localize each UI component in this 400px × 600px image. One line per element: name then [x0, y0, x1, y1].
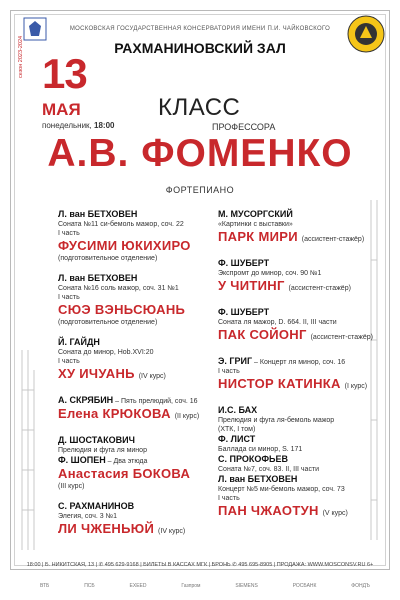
work: «Картинки с выставки»	[218, 221, 293, 228]
performer-note: (ассистент-стажёр)	[301, 236, 365, 243]
performer-dept: (подготовительное отделение)	[58, 255, 158, 262]
performer-dept: (подготовительное отделение)	[58, 319, 158, 326]
work: Прелюдия и фуга ля-бемоль мажор	[218, 417, 335, 424]
performer: ПАК СОЙОНГ	[218, 327, 307, 342]
composer: С. РАХМАНИНОВ	[58, 501, 135, 511]
composer: А. СКРЯБИН	[58, 395, 114, 405]
performer-line	[218, 229, 378, 248]
composer-extra: – Концерт ля минор, соч. 16	[252, 359, 346, 366]
work-detail: I часть	[58, 230, 80, 237]
work: Прелюдия и фуга ля минор	[58, 447, 147, 454]
performer: Елена КРЮКОВА	[58, 406, 171, 421]
performer: НИСТОР КАТИНКА	[218, 376, 341, 391]
performer-note: (ассистент-стажёр)	[288, 285, 351, 292]
performer-line	[218, 327, 378, 346]
composer-line	[58, 395, 208, 406]
program-item	[218, 356, 378, 395]
performer: У ЧИТИНГ	[218, 278, 285, 293]
performer-note: (IV курс)	[138, 373, 166, 380]
program-item	[218, 209, 378, 248]
season-label: сезон 2023-2024	[18, 35, 24, 78]
work: Экспромт до минор, соч. 90 №1	[218, 270, 322, 277]
performer-line	[58, 366, 208, 385]
sponsor-logo: EXEED	[129, 583, 147, 589]
composer-line	[58, 455, 208, 466]
performer: ХУ ИЧУАНЬ	[58, 366, 135, 381]
performer: ПАН ЧЖАОТУН	[218, 503, 319, 518]
composer-line	[218, 356, 378, 367]
work: Концерт №5 ми-бемоль мажор, соч. 73	[218, 486, 345, 493]
program-item	[58, 435, 208, 491]
left-ornament-icon	[18, 350, 46, 550]
composer: Л. ван БЕТХОВЕН	[218, 474, 298, 484]
composer: Ф. ШОПЕН	[58, 455, 106, 465]
professor-label: ПРОФЕССОРА	[212, 122, 276, 132]
work: Соната №16 соль мажор, соч. 31 №1	[58, 285, 179, 292]
professor-name: А.В. ФОМЕНКО	[47, 132, 353, 175]
program-item	[58, 209, 208, 263]
work: Соната до минор, Hob.XVI:20	[58, 349, 154, 356]
performer-line	[58, 406, 208, 425]
composer: М. МУСОРГСКИЙ	[218, 209, 293, 219]
time: 18:00	[94, 121, 115, 130]
concert-day: 13	[42, 50, 87, 97]
performer-note: (II курс)	[174, 413, 200, 420]
footer-info: 18:00 | Б. НИКИТСКАЯ, 13 | ✆ 495 629-9168 | БИЛЕТЫ В КАССАХ МГК | БРОНЬ ✆ 495 695-8905 | ПРОДАЖА: WWW.MOSCONSV.RU 6+	[26, 562, 374, 568]
program-right-column	[218, 209, 378, 532]
composer: Д. ШОСТАКОВИЧ	[58, 435, 135, 445]
program-item	[58, 273, 208, 327]
sponsor-logo: Газпром	[181, 583, 201, 589]
concert-month: МАЯ	[42, 100, 81, 119]
composer: Ф. ШУБЕРТ	[218, 258, 270, 268]
work-detail: I часть	[58, 358, 80, 365]
weekday: понедельник,	[42, 121, 92, 130]
performer-dept: (III курс)	[58, 483, 85, 490]
work-detail: (ХТК, I том)	[218, 426, 256, 433]
sponsor-logo: ПСБ	[84, 583, 95, 589]
conservatory-logo-icon	[22, 16, 48, 42]
concert-weekday-time	[42, 121, 114, 130]
performer-line	[58, 521, 208, 540]
sponsor-logo: ВТБ	[40, 583, 50, 589]
conservatory-name: МОСКОВСКАЯ ГОСУДАРСТВЕННАЯ КОНСЕРВАТОРИЯ ИМЕНИ П.И. ЧАЙКОВСКОГО	[69, 26, 331, 32]
work-detail: I часть	[218, 495, 240, 502]
performer-line	[218, 503, 378, 522]
performer-note: (I курс)	[344, 383, 368, 390]
composer: Э. ГРИГ	[218, 356, 253, 366]
composer-extra: – Пять прелюдий, соч. 16	[113, 398, 198, 405]
performer: СЮЭ ВЭНЬСЮАНЬ	[58, 302, 186, 317]
work: I часть	[218, 368, 240, 375]
performer-note: (V курс)	[322, 510, 348, 517]
program-left-column	[58, 209, 208, 550]
work: Соната ля мажор, D. 664. II, III части	[218, 319, 337, 326]
work: Баллада си минор, S. 171	[218, 446, 303, 453]
program-item	[218, 405, 378, 522]
work-detail: I часть	[58, 294, 80, 301]
work: Соната №7, соч. 83. II, III части	[218, 466, 320, 473]
composer: И.С. БАХ	[218, 405, 258, 415]
composer: Ф. ЛИСТ	[218, 434, 256, 444]
program-item	[58, 395, 208, 425]
performer: Анастасия БОКОВА	[58, 466, 191, 481]
program-item	[58, 337, 208, 385]
performer: ЛИ ЧЖЕНЬЮЙ	[58, 521, 155, 536]
composer: Л. ван БЕТХОВЕН	[58, 273, 138, 283]
sponsor-logo: РОСБАНК	[292, 583, 317, 589]
program-item	[58, 501, 208, 540]
sponsor-logo: SIEMENS	[235, 583, 258, 589]
composer: С. ПРОКОФЬЕВ	[218, 454, 289, 464]
sponsor-strip	[40, 583, 370, 589]
performer-note: (ассистент-стажёр)	[310, 334, 373, 341]
hall-name: РАХМАНИНОВСКИЙ ЗАЛ	[114, 40, 286, 56]
work: Элегия, соч. 3 №1	[58, 513, 118, 520]
composer-extra: – Два этюда	[105, 458, 148, 465]
work: Соната №11 си-бемоль мажор, соч. 22	[58, 221, 184, 228]
performer: ПАРК МИРИ	[218, 229, 298, 244]
composer: Ф. ШУБЕРТ	[218, 307, 270, 317]
performer: ФУСИМИ ЮКИХИРО	[58, 238, 191, 253]
composer: Л. ван БЕТХОВЕН	[58, 209, 138, 219]
performer-line	[218, 376, 378, 395]
performer-line	[218, 278, 378, 297]
performer-note: (IV курс)	[158, 528, 186, 535]
sponsor-logo: ФОНДЪ	[351, 583, 370, 589]
program-item	[218, 307, 378, 346]
instrument-label: ФОРТЕПИАНО	[165, 185, 235, 195]
program-item	[218, 258, 378, 297]
class-title: КЛАСС	[158, 94, 241, 121]
composer: Й. ГАЙДН	[58, 337, 100, 347]
